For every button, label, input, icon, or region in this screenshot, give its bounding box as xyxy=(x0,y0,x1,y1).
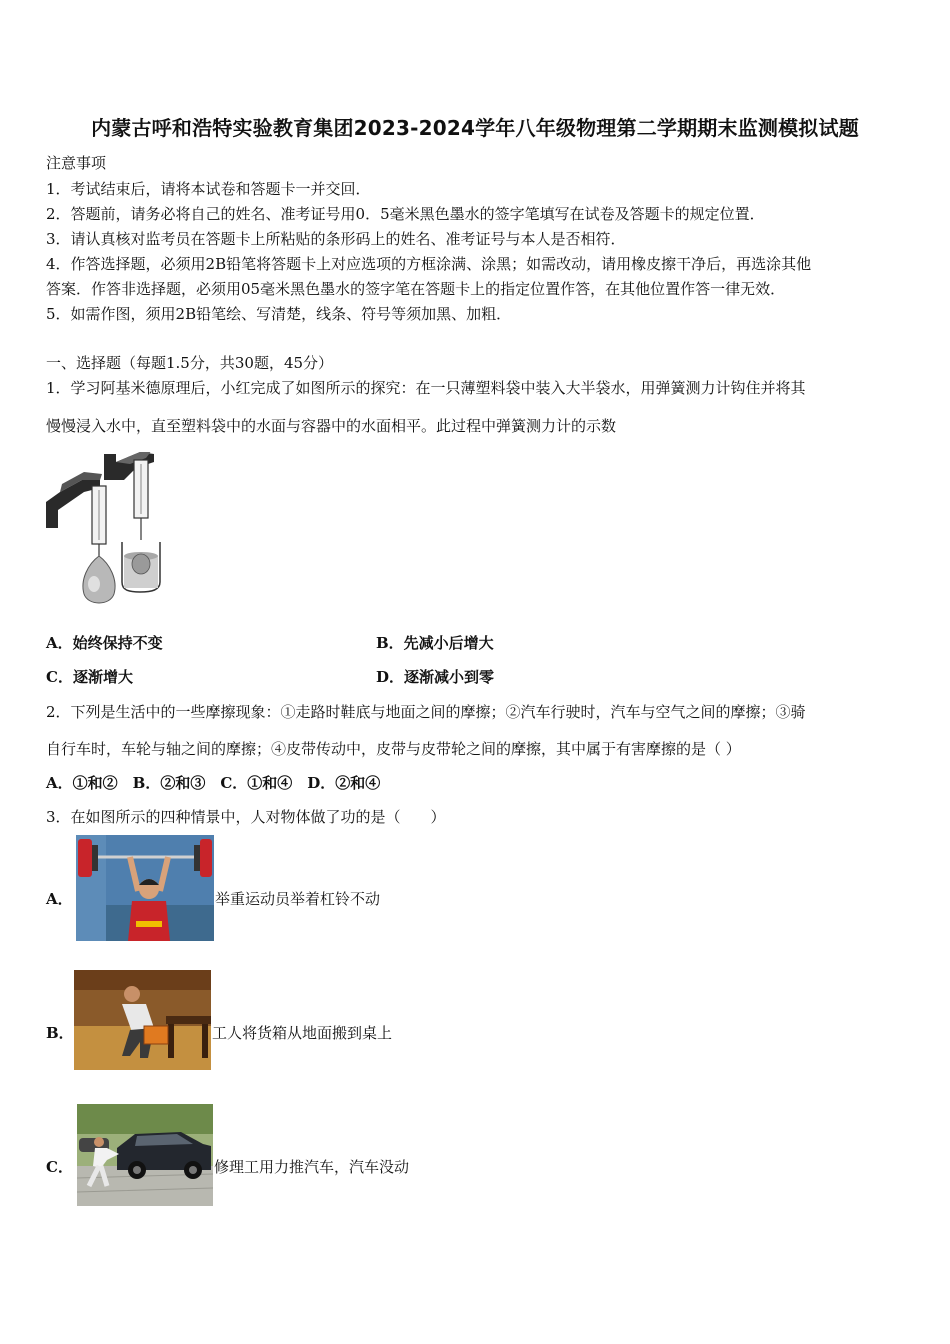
q3-option-a-text: 举重运动员举着杠铃不动 xyxy=(215,890,381,908)
notice-item: 5．如需作图，须用2B铅笔绘、写清楚，线条、符号等须加黑、加粗． xyxy=(46,305,512,323)
notice-item: 答案．作答非选择题，必须用05毫米黑色墨水的签字笔在答题卡上的指定位置作答，在其他位置作答一律无效． xyxy=(46,280,786,298)
notice-item: 2．答题前，请务必将自己的姓名、准考证号用0．5毫米黑色墨水的签字笔填写在试卷及答题卡的规定位置． xyxy=(46,205,765,223)
weightlifter-image xyxy=(76,835,214,941)
page-title: 内蒙古呼和浩特实验教育集团2023-2024学年八年级物理第二学期期末监测模拟试题 xyxy=(91,116,859,140)
worker-box-image xyxy=(74,970,211,1070)
notice-item: 4．作答选择题，必须用2B铅笔将答题卡上对应选项的方框涂满、涂黑；如需改动，请用橡皮擦干净后，再选涂其他 xyxy=(46,255,812,273)
question-1-stem: 1．学习阿基米德原理后，小红完成了如图所示的探究：在一只薄塑料袋中装入大半袋水，用弹簧测力计钩住并将其 xyxy=(46,379,806,397)
q3-option-b-text: 工人将货箱从地面搬到桌上 xyxy=(212,1024,393,1042)
q1-option-b[interactable]: B．先减小后增大 xyxy=(376,634,494,652)
notice-item: 3．请认真核对监考员在答题卡上所粘贴的条形码上的姓名、准考证号与本人是否相符． xyxy=(46,230,626,248)
question-2-stem: 2．下列是生活中的一些摩擦现象：①走路时鞋底与地面之间的摩擦；②汽车行驶时，汽车与空气之间的摩擦；③骑 xyxy=(46,703,806,721)
section-heading: 一、选择题（每题1.5分，共30题，45分） xyxy=(46,354,334,372)
question-2-stem-cont: 自行车时，车轮与轴之间的摩擦；④皮带传动中，皮带与皮带轮之间的摩擦，其中属于有害摩擦的是（ ） xyxy=(46,740,741,758)
q1-option-a[interactable]: A．始终保持不变 xyxy=(46,634,163,652)
q2-options[interactable]: A．①和② B．②和③ C．①和④ D．②和④ xyxy=(46,774,381,792)
notice-heading: 注意事项 xyxy=(46,154,107,172)
notice-item: 1．考试结束后，请将本试卷和答题卡一并交回． xyxy=(46,180,371,198)
q3-option-a-label[interactable]: A． xyxy=(46,890,73,908)
question-1-stem-cont: 慢慢浸入水中，直至塑料袋中的水面与容器中的水面相平。此过程中弹簧测力计的示数 xyxy=(46,417,617,435)
q3-option-b-label[interactable]: B． xyxy=(46,1024,74,1042)
q1-option-d[interactable]: D．逐渐减小到零 xyxy=(376,668,495,686)
mechanic-car-image xyxy=(77,1104,213,1206)
question-3-stem: 3．在如图所示的四种情景中，人对物体做了功的是（ ） xyxy=(46,808,446,826)
q1-option-c[interactable]: C．逐渐增大 xyxy=(46,668,133,686)
q3-option-c-text: 修理工用力推汽车，汽车没动 xyxy=(214,1158,410,1176)
spring-scale-figure xyxy=(44,452,174,612)
q3-option-c-label[interactable]: C． xyxy=(46,1158,73,1176)
